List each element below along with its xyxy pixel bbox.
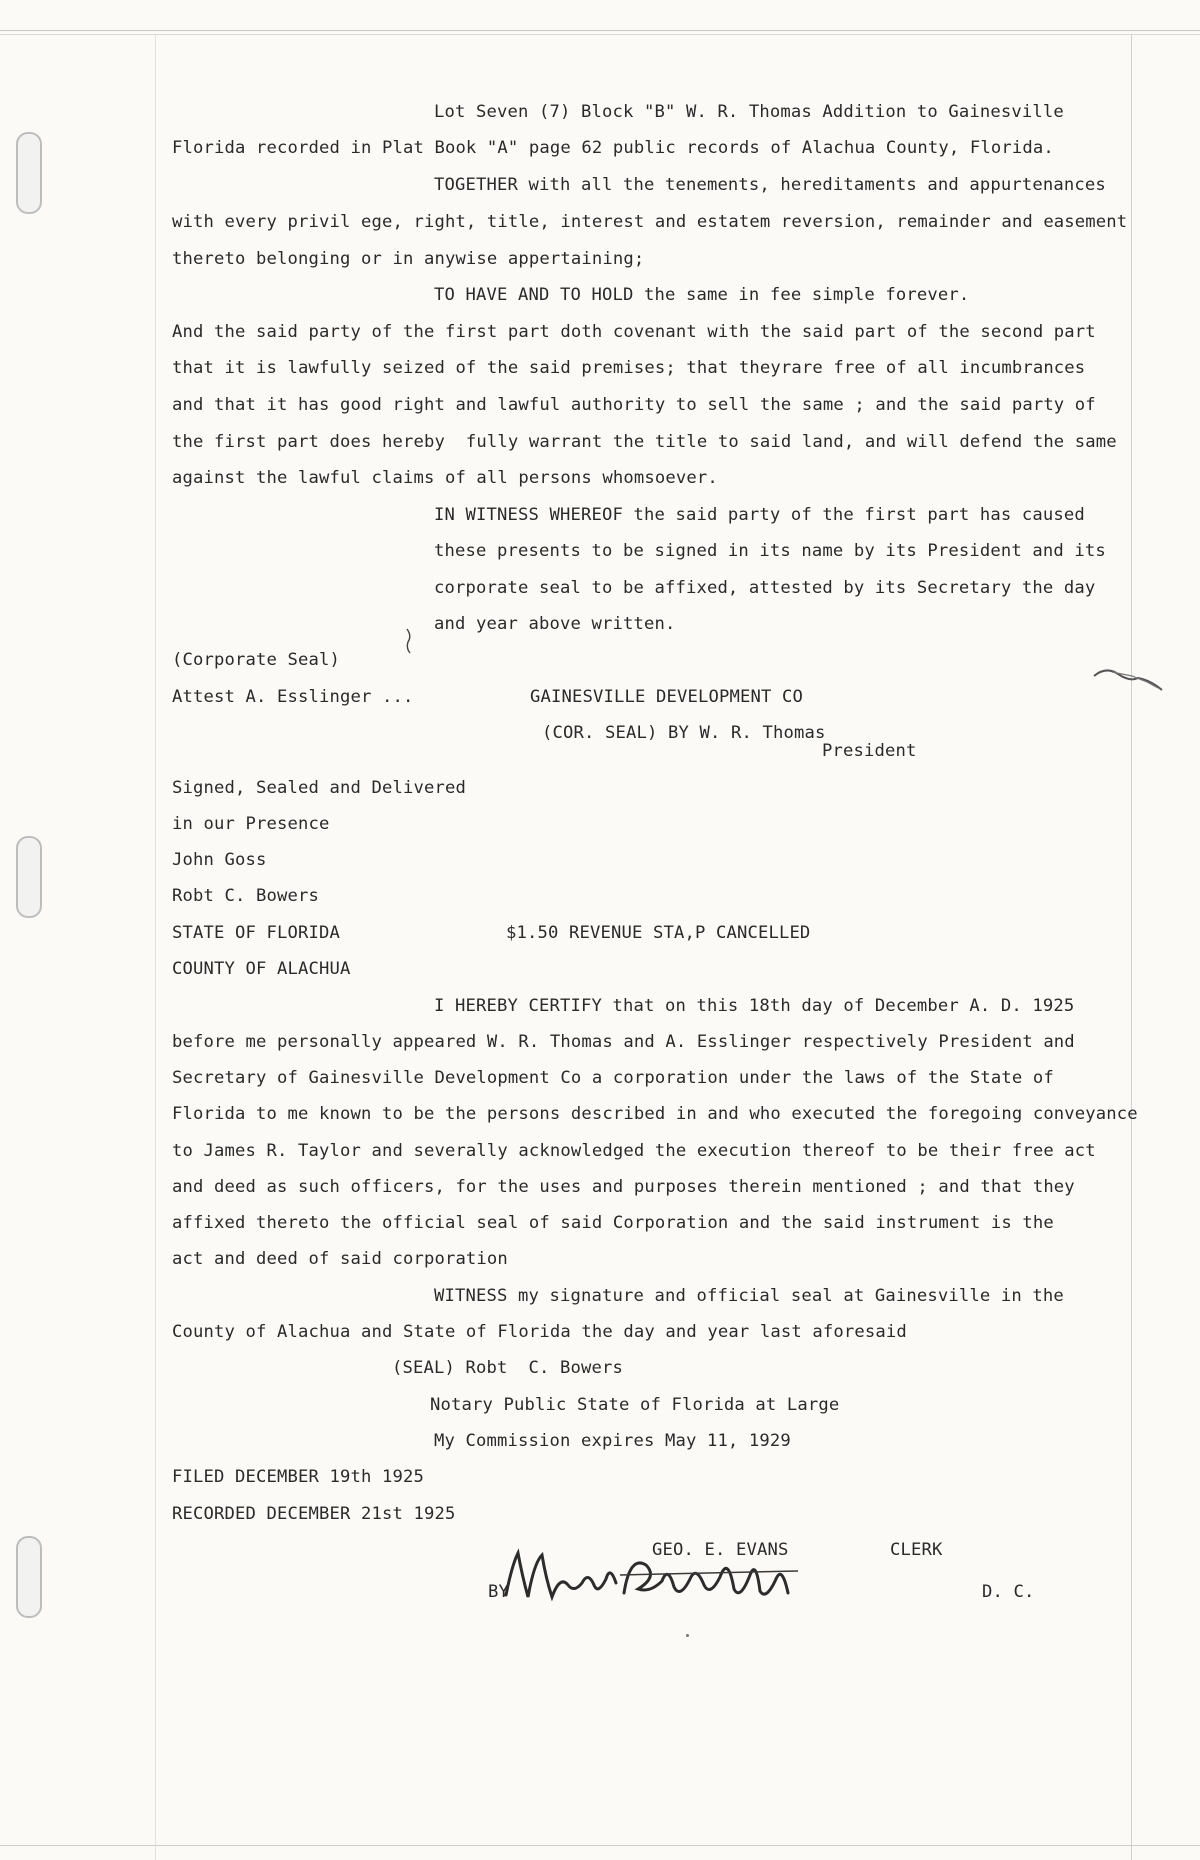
clerk-title: CLERK (890, 1540, 943, 1560)
corporate-signature-line: (COR. SEAL) BY W. R. Thomas (542, 723, 826, 743)
acknowledgment-line: WITNESS my signature and official seal at Gainesville in the (434, 1286, 1064, 1306)
acknowledgment-line: affixed thereto the official seal of said Corporation and the said instrument is the (172, 1213, 1054, 1233)
county-label: COUNTY OF ALACHUA (172, 959, 351, 979)
acknowledgment-line: I HEREBY CERTIFY that on this 18th day of December A. D. 1925 (434, 996, 1075, 1016)
left-margin-rule (155, 34, 156, 1860)
bottom-border-rule (0, 1845, 1200, 1846)
pen-scribble-mark (1092, 656, 1172, 696)
attest-line: Attest A. Esslinger ... (172, 687, 414, 707)
acknowledgment-line: act and deed of said corporation (172, 1249, 508, 1269)
top-border-rule (0, 30, 1200, 35)
corporate-seal-label: (Corporate Seal) (172, 650, 340, 670)
commission-expiry: My Commission expires May 11, 1929 (434, 1431, 791, 1451)
deed-text-line: TO HAVE AND TO HOLD the same in fee simple forever. (434, 285, 970, 305)
revenue-stamp-note: $1.50 REVENUE STA,P CANCELLED (506, 923, 811, 943)
deed-text-line: And the said party of the first part doth covenant with the said part of the second part (172, 322, 1096, 342)
acknowledgment-line: County of Alachua and State of Florida the day and year last aforesaid (172, 1322, 907, 1342)
deed-text-line: the first part does hereby fully warrant the title to said land, and will defend the same (172, 432, 1117, 452)
deed-text-line: these presents to be signed in its name by its President and its (434, 541, 1106, 561)
acknowledgment-line: before me personally appeared W. R. Thomas and A. Esslinger respectively President and (172, 1032, 1075, 1052)
deed-text-line: thereto belonging or in anywise appertaining; (172, 249, 645, 269)
binder-punch-hole-icon (16, 1536, 42, 1618)
acknowledgment-line: to James R. Taylor and severally acknowledged the execution thereof to be their free act (172, 1141, 1096, 1161)
by-label: BY (488, 1582, 509, 1602)
president-title: President (822, 741, 917, 761)
deed-text-line: Florida recorded in Plat Book "A" page 62 public records of Alachua County, Florida. (172, 138, 1054, 158)
deed-text-line: against the lawful claims of all persons whomsoever. (172, 468, 718, 488)
binder-punch-hole-icon (16, 132, 42, 214)
acknowledgment-line: Secretary of Gainesville Development Co a corporation under the laws of the State of (172, 1068, 1054, 1088)
deed-text-line: corporate seal to be affixed, attested by its Secretary the day (434, 578, 1096, 598)
notary-signature-line: (SEAL) Robt C. Bowers (392, 1358, 623, 1378)
deed-text-line: and that it has good right and lawful authority to sell the same ; and the said party of (172, 395, 1096, 415)
witness-name: Robt C. Bowers (172, 886, 319, 906)
filed-date: FILED DECEMBER 19th 1925 (172, 1467, 424, 1487)
witness-heading: in our Presence (172, 814, 330, 834)
acknowledgment-line: Florida to me known to be the persons described in and who executed the foregoing conveyance (172, 1104, 1138, 1124)
witness-name: John Goss (172, 850, 267, 870)
deed-text-line: Lot Seven (7) Block "B" W. R. Thomas Addition to Gainesville (434, 102, 1064, 122)
binder-punch-hole-icon (16, 836, 42, 918)
state-label: STATE OF FLORIDA (172, 923, 340, 943)
company-name: GAINESVILLE DEVELOPMENT CO (530, 687, 803, 707)
deed-text-line: with every privil ege, right, title, interest and estatem reversion, remainder and easement (172, 212, 1128, 232)
pen-stroke-mark (404, 628, 414, 654)
notary-title: Notary Public State of Florida at Large (430, 1395, 840, 1415)
right-margin-rule (1131, 34, 1132, 1860)
deputy-clerk-signature (498, 1535, 808, 1615)
deed-text-line: and year above written. (434, 614, 676, 634)
witness-heading: Signed, Sealed and Delivered (172, 778, 466, 798)
acknowledgment-line: and deed as such officers, for the uses and purposes therein mentioned ; and that they (172, 1177, 1075, 1197)
deed-text-line: TOGETHER with all the tenements, hereditaments and appurtenances (434, 175, 1106, 195)
clerk-name: GEO. E. EVANS (652, 1540, 789, 1560)
deputy-clerk-label: D. C. (982, 1582, 1035, 1602)
ink-dot-mark (686, 1634, 689, 1637)
deed-text-line: that it is lawfully seized of the said premises; that theyrare free of all incumbrances (172, 358, 1086, 378)
deed-text-line: IN WITNESS WHEREOF the said party of the first part has caused (434, 505, 1085, 525)
recorded-date: RECORDED DECEMBER 21st 1925 (172, 1504, 456, 1524)
